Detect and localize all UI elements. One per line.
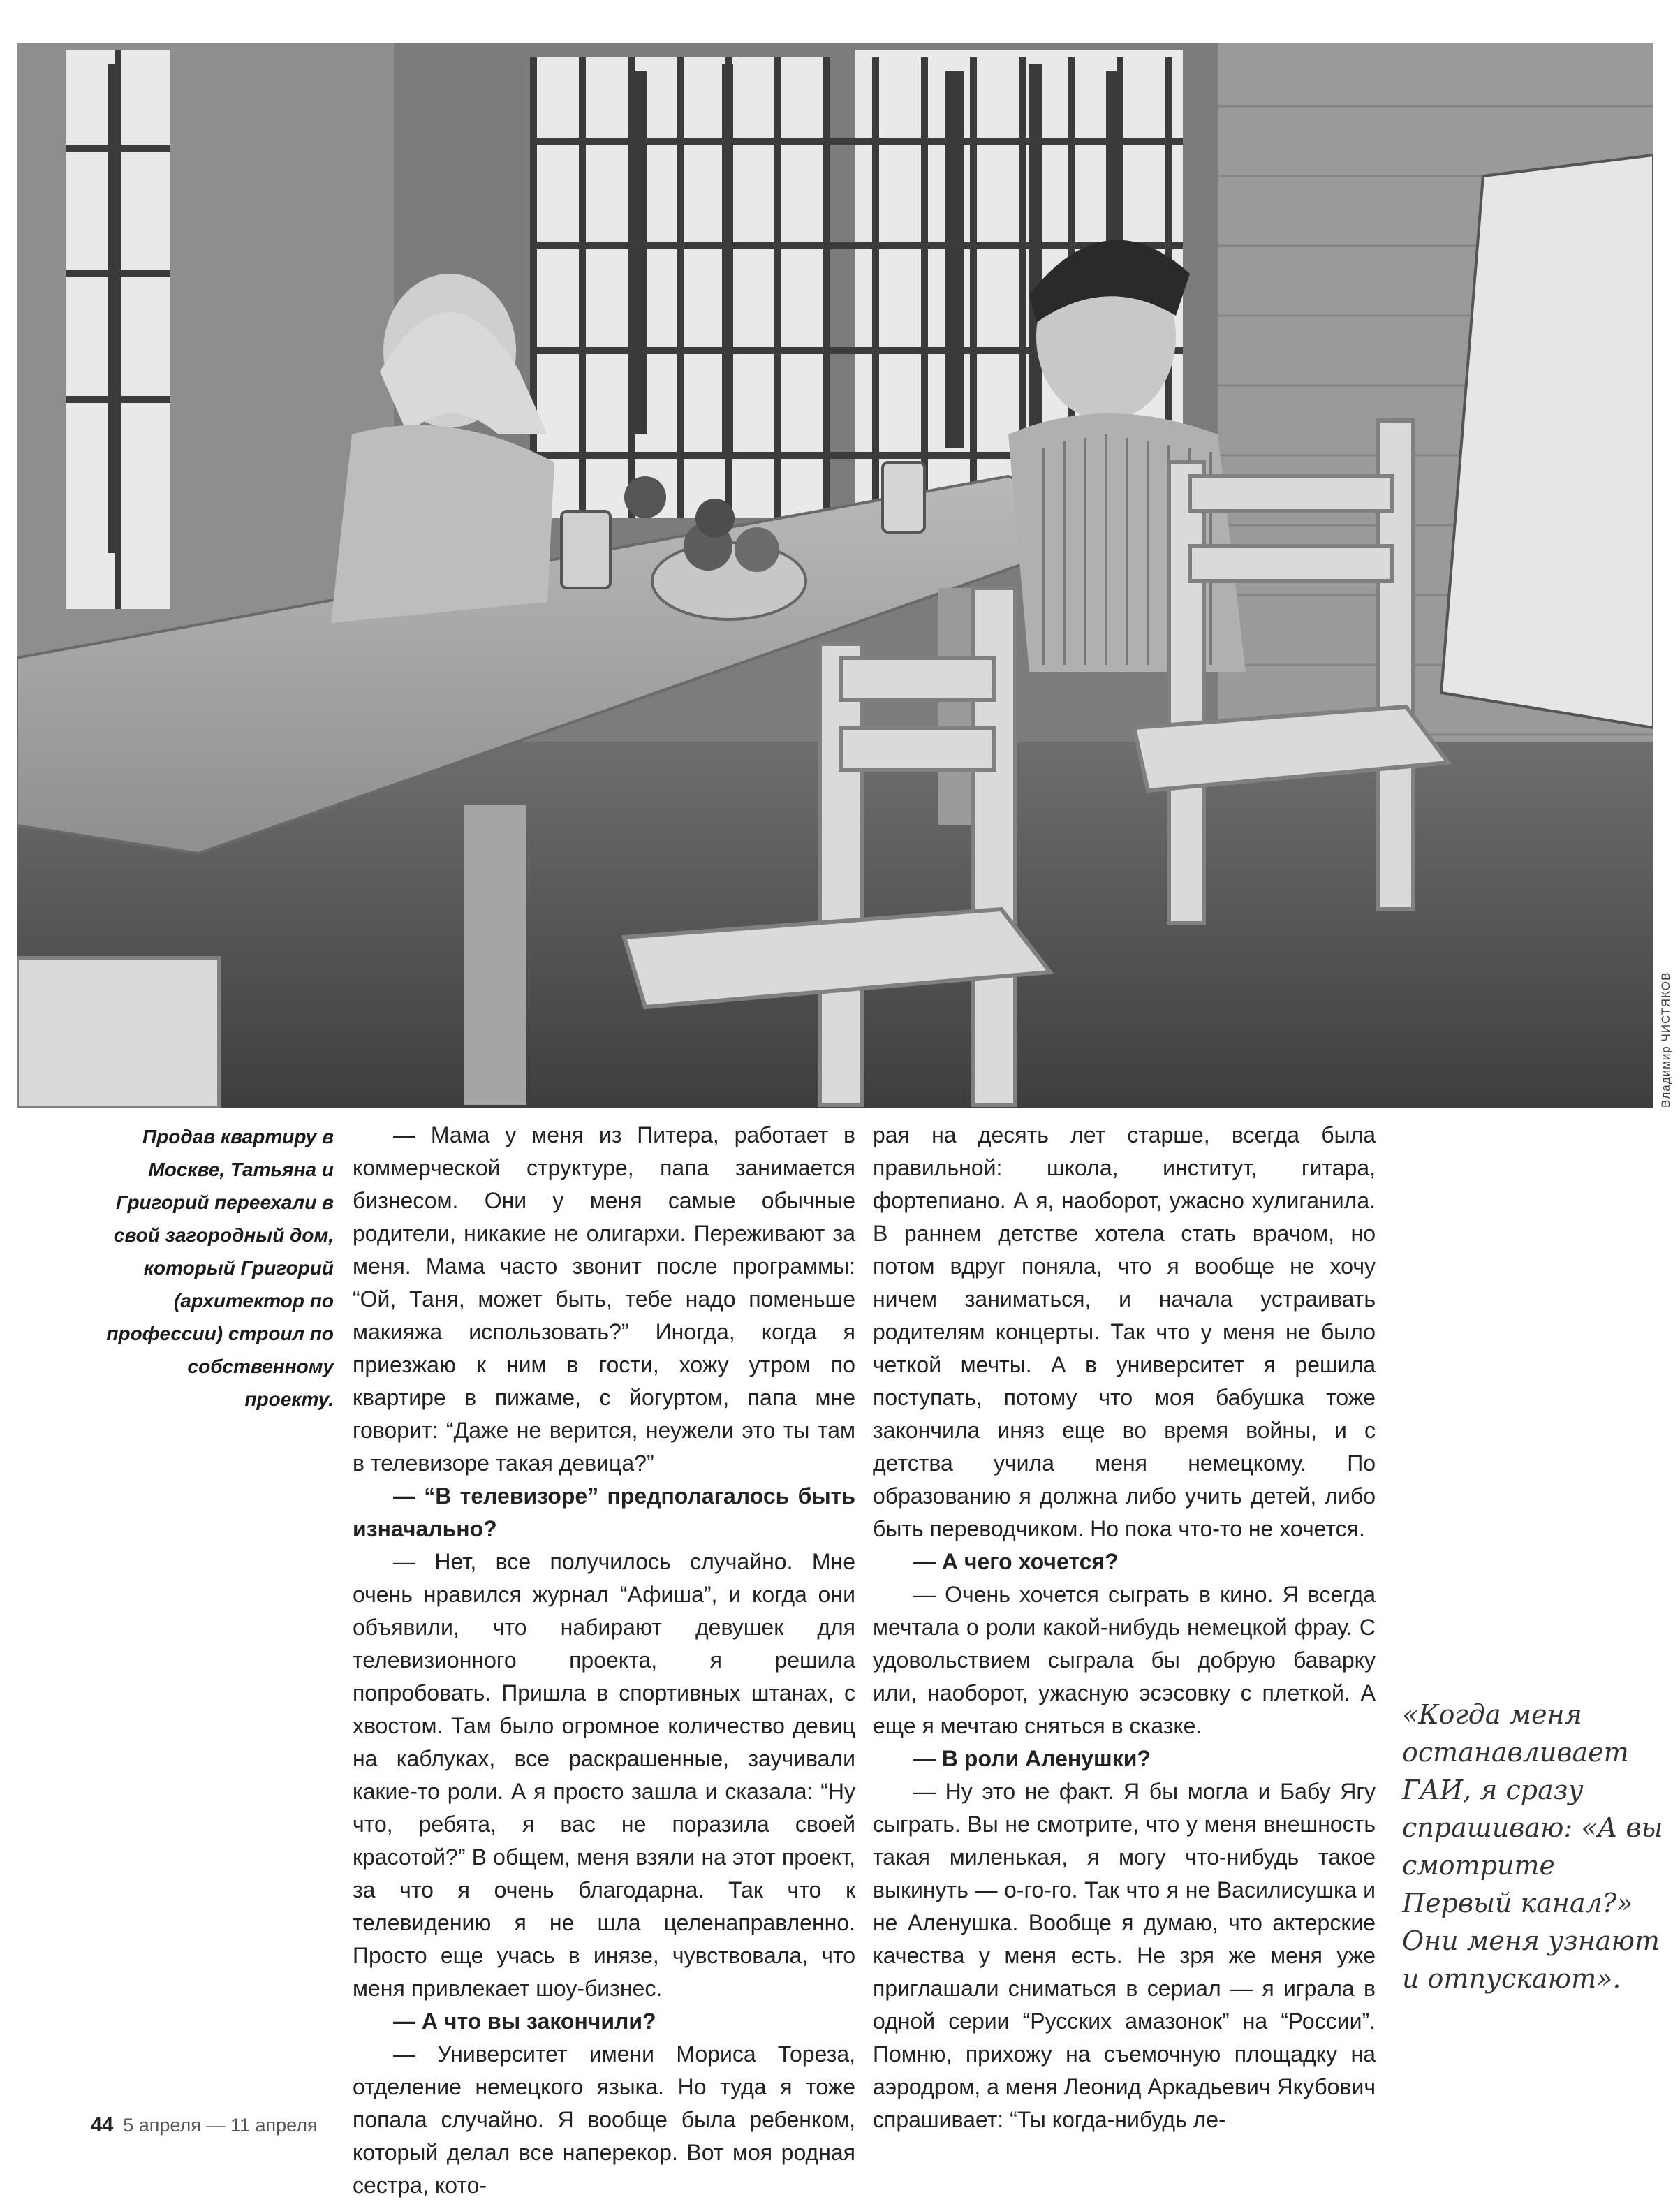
article-photo	[17, 43, 1653, 1108]
paragraph: рая на десять лет старше, всегда была правильной: школа, институт, гитара, фортепиано. А я, наоборот, ужасно хулиганила. В раннем детстве хотела стать врачом, но потом вдруг поняла, что я вообще не хочу ничем заниматься, и начала устраивать родителям концерты. Так что у меня не было четкой мечты. А в университет я решила поступать, потому что моя бабушка тоже закончила иняз еще во время войны, и с детства учила меня немецкому. По образованию я должна либо учить детей, либо быть переводчиком. Но пока что-то не хочется.	[873, 1122, 1376, 1541]
issue-dates: 5 апреля — 11 апреля	[123, 2115, 318, 2136]
paragraph: — Нет, все получилось случайно. Мне очень нравился журнал “Афиша”, и когда они объявили, что набирают девушек для телевизионного проекта, я решила попробовать. Пришла в спортивных штанах, с хвостом. Там было огромное количество девиц на каблуках, все раскрашенные, заучивали какие-то роли. А я просто зашла и сказала: “Ну что, ребята, я вас не поразила своей красотой?” В общем, меня взяли на этот проект, за что я очень благодарна. Так что к телевидению я не шла целенаправленно. Просто еще учась в инязе, чувствовала, что меня привлекает шоу-бизнес.	[353, 1549, 855, 2001]
page-footer	[91, 2114, 318, 2137]
photo-illustration	[17, 43, 1653, 1108]
page-number: 44	[91, 2114, 114, 2136]
article-column-2	[873, 1119, 1376, 2136]
interview-question: — В роли Аленушки?	[913, 1746, 1151, 1771]
article-column-1	[353, 1119, 855, 2202]
paragraph: — Университет имени Мориса Тореза, отделение немецкого языка. Но туда я тоже попала случайно. Я вообще была ребенком, который делал все наперекор. Вот моя родная сестра, кото-	[353, 2041, 855, 2198]
paragraph: — Очень хочется сыграть в кино. Я всегда мечтала о роли какой-нибудь немецкой фрау. С удовольствием сыграла бы добрую баварку или, наоборот, ужасную эсэсовку с плеткой. А еще я мечтаю сняться в сказке.	[873, 1582, 1376, 1738]
interview-question: — “В телевизоре” предполагалось быть изначально?	[353, 1483, 855, 1541]
paragraph: — Ну это не факт. Я бы могла и Бабу Ягу сыграть. Вы не смотрите, что у меня внешность такая миленькая, я могу что-нибудь такое выкинуть — о-го-го. Так что я не Василисушка и не Аленушка. Вообще я думаю, что актерские качества у меня есть. Не зря же меня уже приглашали сниматься в сериал — я играла в одной серии “Русских амазонок” на “России”. Помню, прихожу на съемочную площадку на аэродром, а меня Леонид Аркадьевич Якубович спрашивает: “Ты когда-нибудь ле-	[873, 1779, 1376, 2132]
photo-caption: Продав квартиру в Москве, Татьяна и Григорий переехали в свой загородный дом, который Григорий (архитектор по профессии) строил по собственному проекту.	[106, 1126, 334, 1410]
photo-credit: Владимир ЧИСТЯКОВ	[1659, 971, 1672, 1108]
interview-question: — А что вы закончили?	[393, 2009, 656, 2034]
paragraph: — Мама у меня из Питера, работает в коммерческой структуре, папа занимается бизнесом. Они у меня самые обычные родители, никакие не олигархи. Переживают за меня. Мама часто звонит после программы: “Ой, Таня, может быть, тебе надо поменьше макияжа использовать?” Иногда, когда я приезжаю к ним в гости, хожу утром по квартире в пижаме, с йогуртом, папа мне говорит: “Даже не верится, неужели это ты там в телевизоре такая девица?”	[353, 1122, 855, 1476]
interview-question: — А чего хочется?	[913, 1549, 1119, 1574]
pull-quote: «Когда меня останавливает ГАИ, я сразу спрашиваю: «А вы смотрите Первый канал?» Они меня узнают и отпускают».	[1402, 1699, 1663, 1994]
